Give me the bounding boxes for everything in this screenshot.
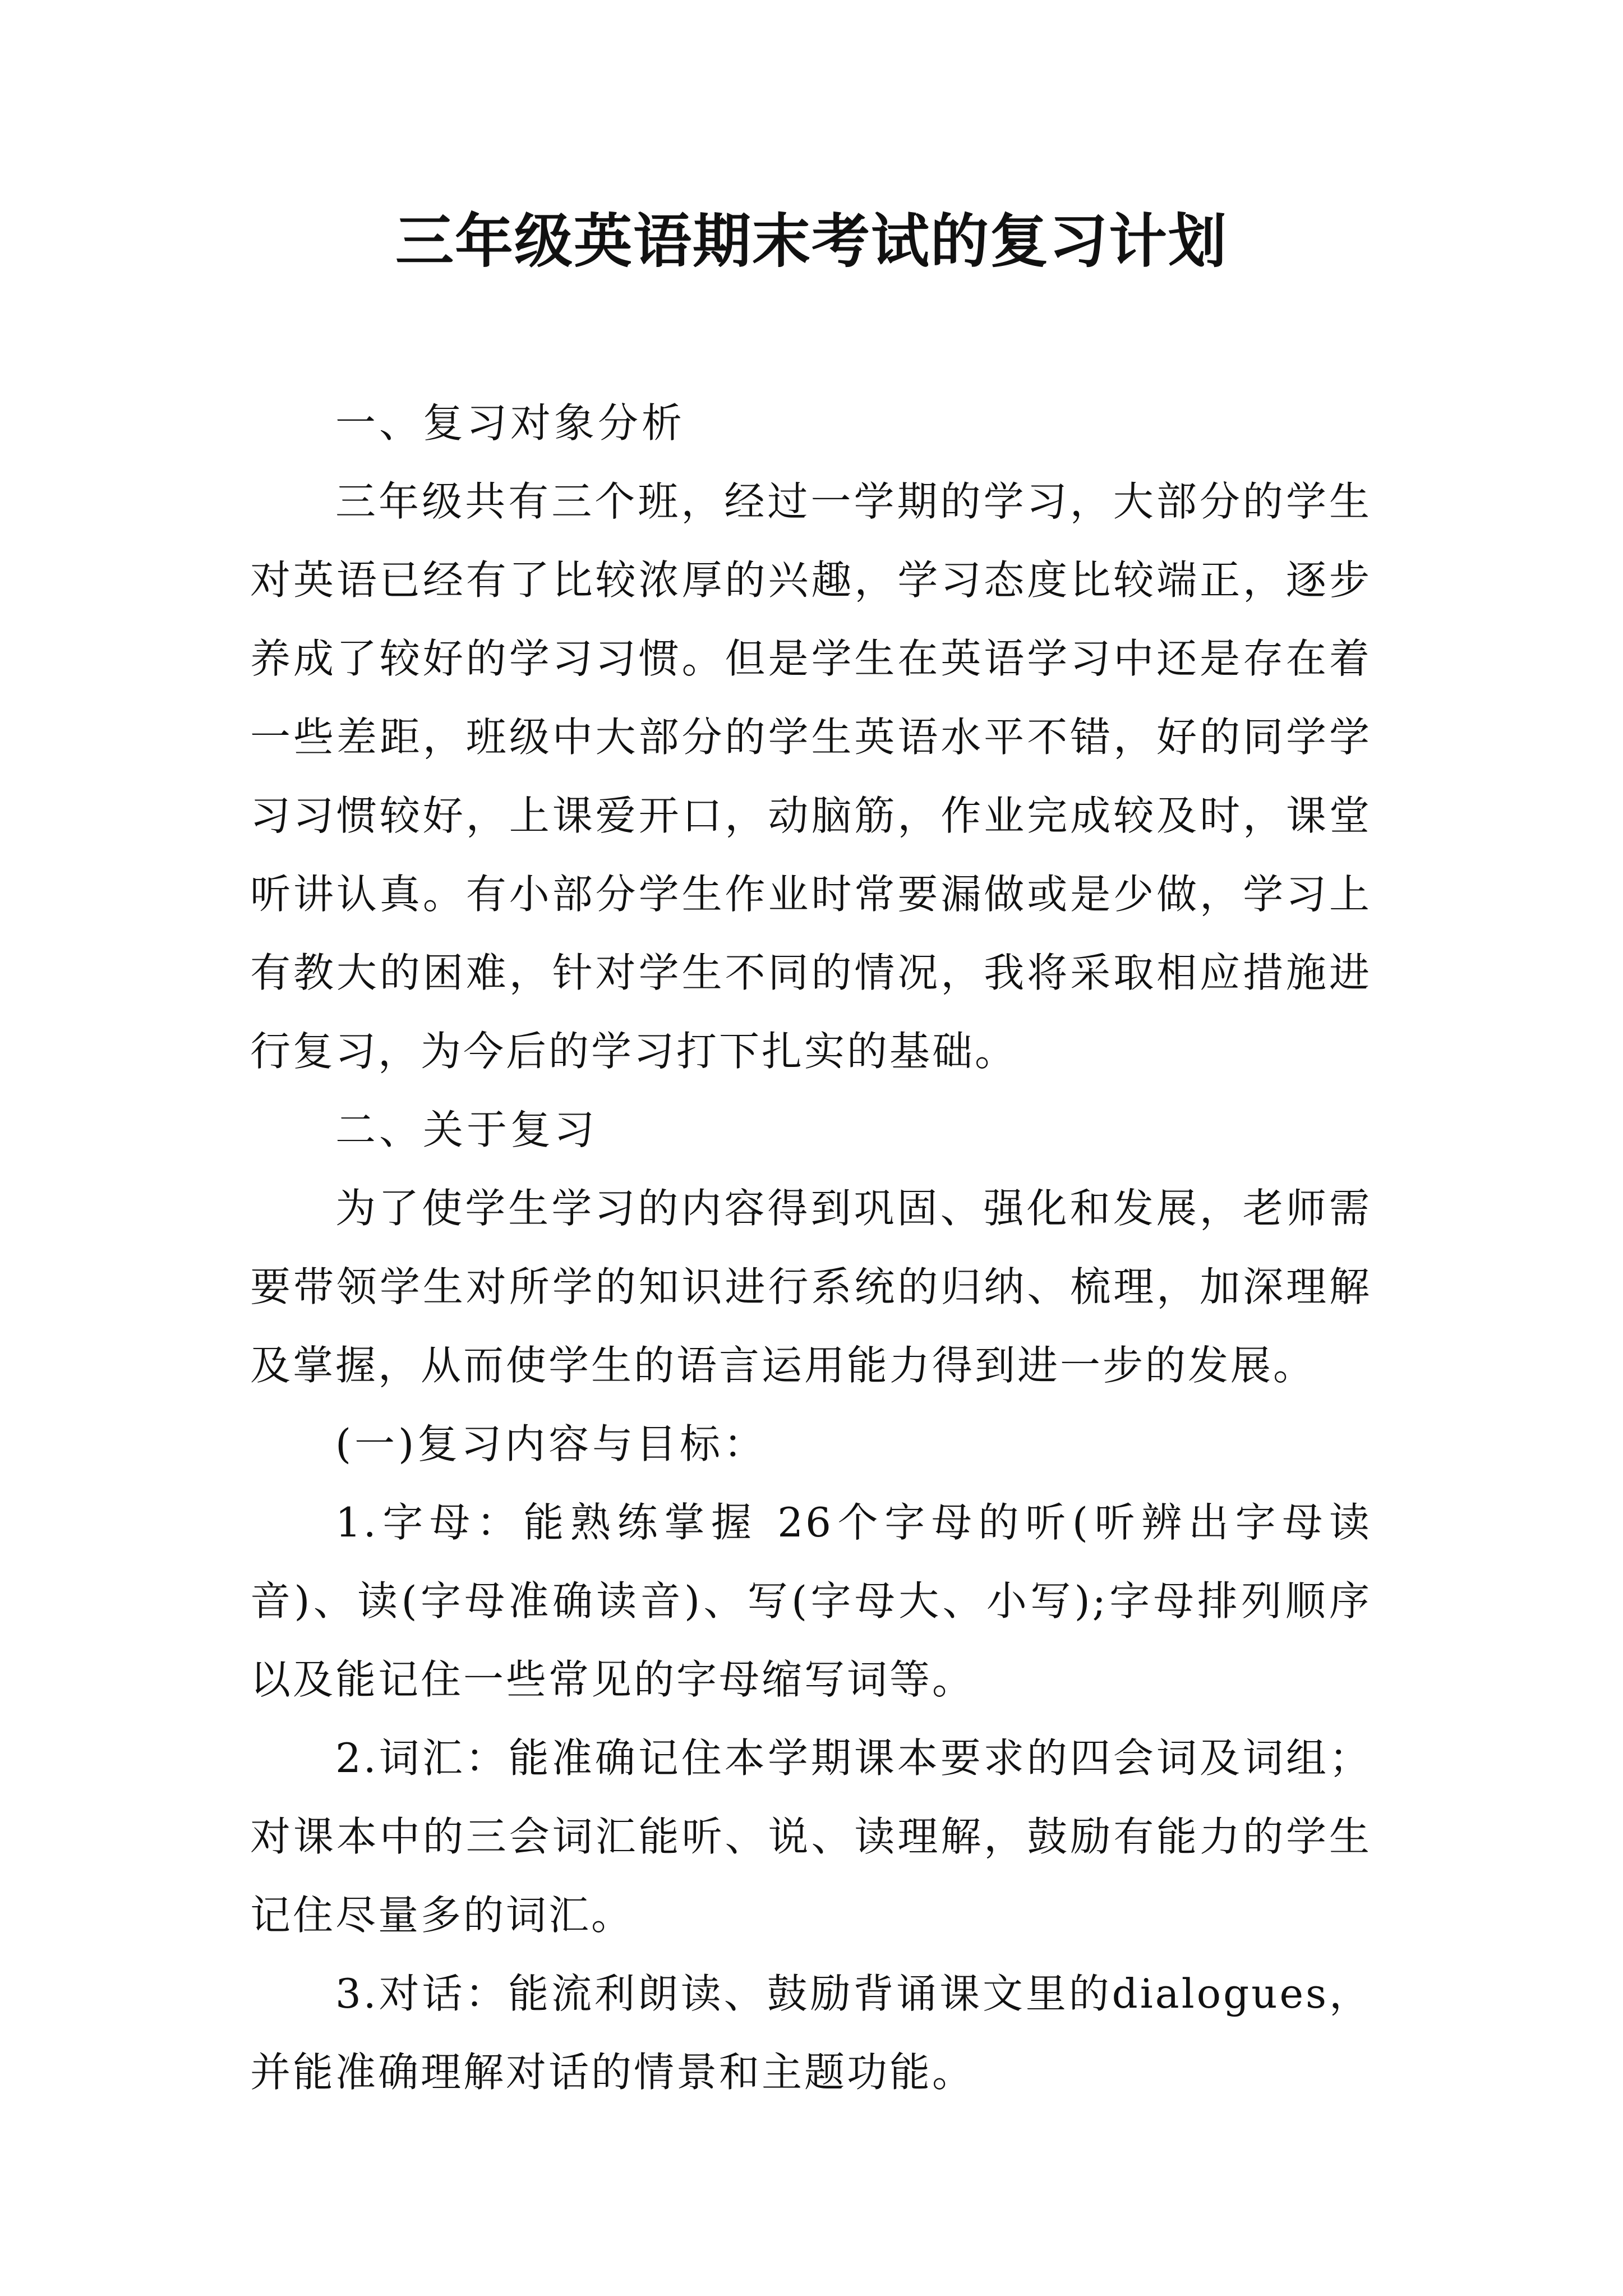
document-title: 三年级英语期末考试的复习计划 — [395, 207, 1228, 275]
paragraph-student-analysis: 三年级共有三个班，经过一学期的学习，大部分的学生对英语已经有了比较浓厚的兴趣，学习态度比较端正，逐步养成了较好的学习习惯。但是学生在英语学习中还是存在着一些差距，班级中大部分的学生英语水平不错，好的同学学习习惯较好，上课爱开口，动脑筋，作业完成较及时，课堂听讲认真。有小部分学生作业时常要漏做或是少做，学习上有教大的困难，针对学生不同的情况，我将采取相应措施进行复习，为今后的学习打下扎实的基础。 — [250, 478, 1372, 1075]
paragraph-review-purpose: 为了使学生学习的内容得到巩固、强化和发展，老师需要带领学生对所学的知识进行系统的归纳、梳理，加深理解及掌握，从而使学生的语言运用能力得到进一步的发展。 — [250, 1185, 1372, 1389]
section-heading-analysis: 一、复习对象分析 — [335, 399, 686, 447]
list-item-dialogues: 3.对话：能流利朗读、鼓励背诵课文里的dialogues，并能准确理解对话的情景和主题功能。 — [250, 1970, 1372, 2096]
subsection-heading-content-goals: (一)复习内容与目标： — [335, 1420, 768, 1467]
document-body — [250, 384, 1372, 2111]
section-heading-review: 二、关于复习 — [335, 1106, 598, 1153]
list-item-vocabulary: 2.词汇：能准确记住本学期课本要求的四会词及词组；对课本中的三会词汇能听、说、读理解，鼓励有能力的学生记住尽量多的词汇。 — [250, 1734, 1372, 1939]
list-item-letters: 1.字母：能熟练掌握 26个字母的听(听辨出字母读音)、读(字母准确读音)、写(字母大、小写);字母排列顺序以及能记住一些常见的字母缩写词等。 — [250, 1499, 1372, 1703]
